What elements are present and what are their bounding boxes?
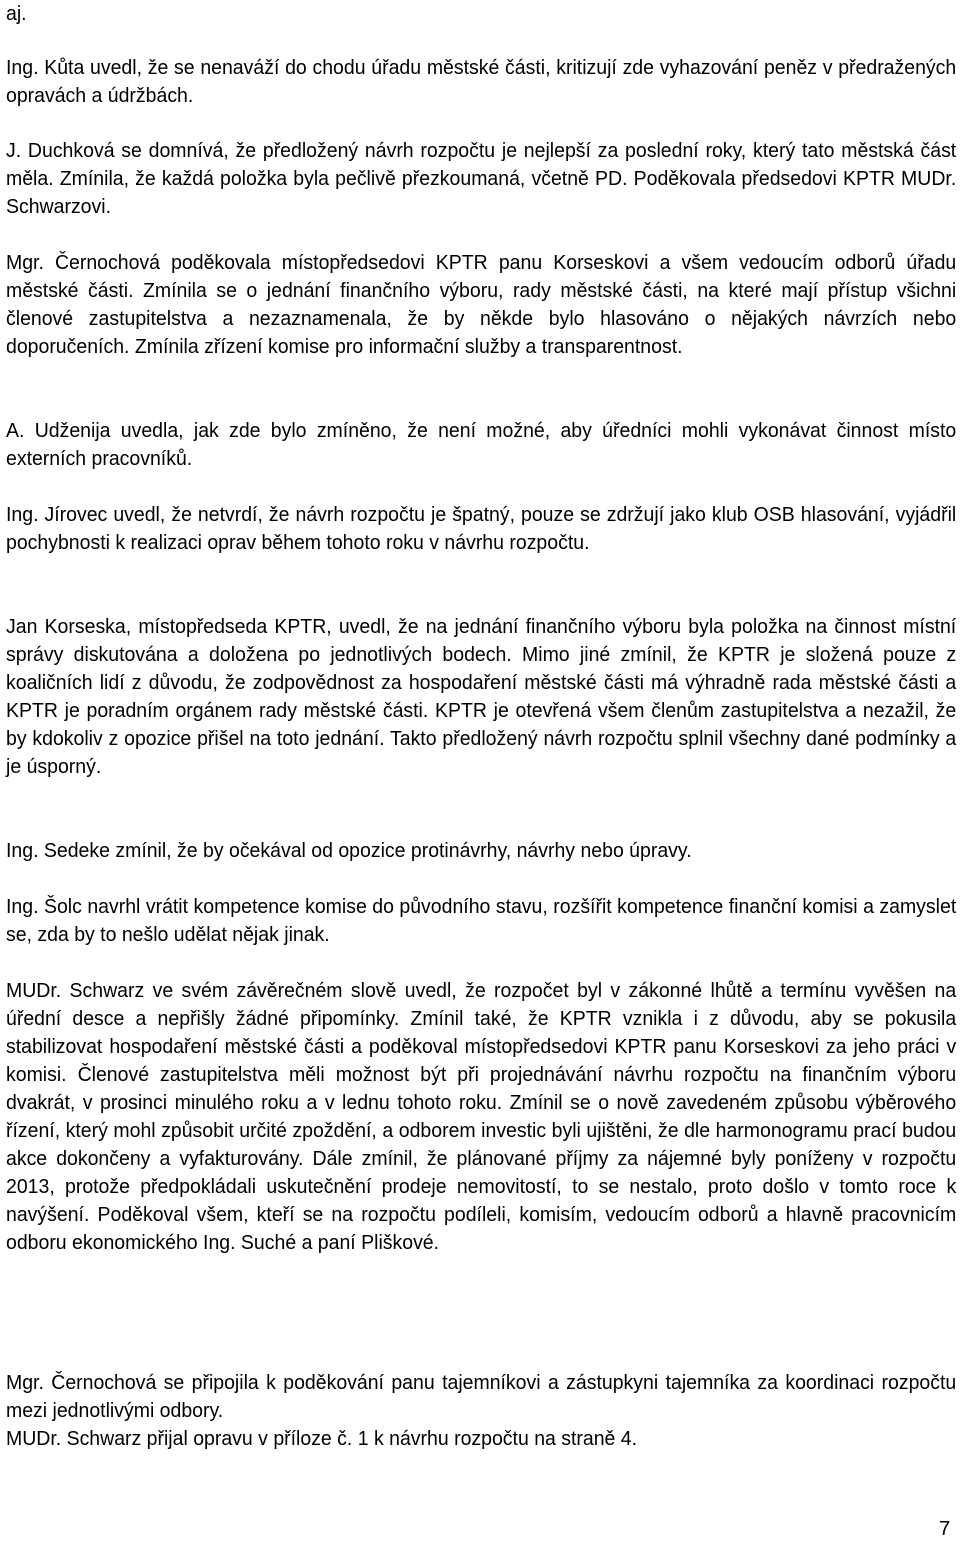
paragraph-udzenija: A. Udženija uvedla, jak zde bylo zmíněno, že není možné, aby úředníci mohli vykonávat činnost místo externích pracovníků. xyxy=(6,420,957,470)
paragraph-solc: Ing. Šolc navrhl vrátit kompetence komise do původního stavu, rozšířit kompetence finanční komisi a zamyslet se, zda by to nešlo udělat nějak jinak. xyxy=(6,896,957,946)
paragraph-jirovec: Ing. Jírovec uvedl, že netvrdí, že návrh rozpočtu je špatný, pouze se zdržují jako klub OSB hlasování, vyjádřil pochybnosti k realizaci oprav během tohoto roku v návrhu rozpočtu. xyxy=(6,504,957,554)
paragraph-cernochova-2: Mgr. Černochová se připojila k poděkování panu tajemníkovi a zástupkyni tajemníka za koordinaci rozpočtu mezi jednotlivými odbory. xyxy=(6,1372,957,1422)
paragraph-schwarz-1: MUDr. Schwarz ve svém závěrečném slově uvedl, že rozpočet byl v zákonné lhůtě a termínu vyvěšen na úřední desce a nepřišly žádné připomínky. Zmínil také, že KPTR vznikla i z důvodu, aby se pokusila stabilizovat hospodaření městské části a poděkoval místopředsedovi KPTR panu Korseskovi za jeho práci v komisi. Členové zastupitelstva měli možnost být při projednávání návrhu rozpočtu na finančním výboru dvakrát, v prosinci minulého roku a v lednu tohoto roku. Zmínil se o nově zavedeném způsobu výběrového řízení, který mohl způsobit určité zpoždění, a odborem investic byli ujištěni, že dle harmonogramu prací budou akce dokončeny a vyfakturovány. Dále zmínil, že plánované příjmy za nájemné byly poníženy v rozpočtu 2013, protože předpokládali uskutečnění prodeje nemovitostí, to se nestalo, proto došlo v tomto roce k navýšení. Poděkoval všem, kteří se na rozpočtu podíleli, komisím, vedoucím odborů a hlavně pracovnicím odboru ekonomického Ing. Suché a paní Pliškové. xyxy=(6,980,957,1254)
paragraph-cernochova-1: Mgr. Černochová poděkovala místopředsedovi KPTR panu Korseskovi a všem vedoucím odborů úřadu městské části. Zmínila se o jednání finančního výboru, rady městské části, na které mají přístup všichni členové zastupitelstva a nezaznamenala, že by někde bylo hlasováno o nějakých návrzích nebo doporučeních. Zmínila zřízení komise pro informační služby a transparentnost. xyxy=(6,252,957,358)
paragraph-schwarz-2: MUDr. Schwarz přijal opravu v příloze č. 1 k návrhu rozpočtu na straně 4. xyxy=(6,1428,638,1450)
paragraph-duchkova: J. Duchková se domnívá, že předložený návrh rozpočtu je nejlepší za poslední roky, který tato městská část měla. Zmínila, že každá položka byla pečlivě přezkoumaná, včetně PD. Poděkovala předsedovi KPTR MUDr. Schwarzovi. xyxy=(6,140,957,218)
paragraph-kuta: Ing. Kůta uvedl, že se nenaváží do chodu úřadu městské části, kritizují zde vyhazování peněz v předražených opravách a údržbách. xyxy=(6,57,957,107)
paragraph-aj: aj. xyxy=(6,3,27,25)
page-number: 7 xyxy=(939,1518,951,1540)
paragraph-sedeke: Ing. Sedeke zmínil, že by očekával od opozice protinávrhy, návrhy nebo úpravy. xyxy=(6,840,692,862)
paragraph-korseska: Jan Korseska, místopředseda KPTR, uvedl, že na jednání finančního výboru byla položka na činnost místní správy diskutována a doložena po jednotlivých bodech. Mimo jiné zmínil, že KPTR je složená pouze z koaličních lidí z důvodu, že zodpovědnost za hospodaření městské části má výhradně rada městské části a KPTR je poradním orgánem rady městské části. KPTR je otevřená všem členům zastupitelstva a nezažil, že by kdokoliv z opozice přišel na toto jednání. Takto předložený návrh rozpočtu splnil všechny dané podmínky a je úsporný. xyxy=(6,616,957,778)
